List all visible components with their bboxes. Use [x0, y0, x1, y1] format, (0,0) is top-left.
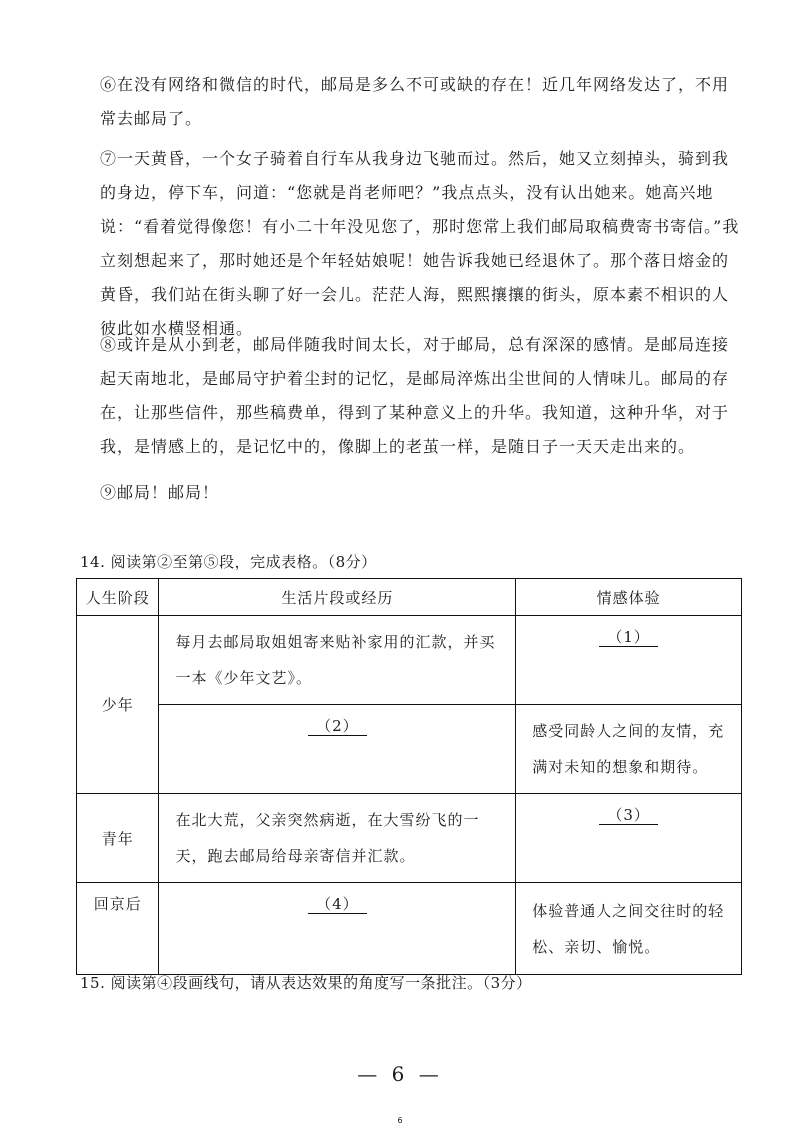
answer-blank[interactable] [516, 794, 741, 832]
blank-label: （2） [308, 717, 367, 736]
event-cell [159, 616, 516, 705]
answer-blank[interactable] [159, 883, 515, 921]
feeling-text: 感受同龄人之间的友情，充满对未知的想象和期待。 [532, 722, 725, 776]
event-cell [159, 883, 516, 975]
paragraph-7: ⑦一天黄昏，一个女子骑着自行车从我身边飞驰而过。然后，她又立刻掉头，骑到我的身边，停下车，问道：“您就是肖老师吧？”我点点头，没有认出她来。她高兴地说：“看着觉得像您！有小二十年没见您了，那时您常上我们邮局取稿费寄书寄信。”我立刻想起来了，那时她还是个年轻姑娘呢！她告诉我她已经退休了。那个落日熔金的黄昏，我们站在街头聊了好一会儿。茫茫人海，熙熙攘攘的街头，原本素不相识的人彼此如水横竖相通。 [100, 149, 740, 338]
feeling-cell [516, 794, 742, 883]
table-header-row [77, 579, 742, 616]
question-14-prompt: 14. 阅读第②至第⑤段，完成表格。（8分） [80, 553, 377, 571]
event-cell [159, 705, 516, 794]
question-15-prompt: 15. 阅读第④段画线句，请从表达效果的角度写一条批注。（3分） [80, 974, 532, 992]
answer-blank[interactable] [159, 705, 515, 743]
paragraph-9: ⑨邮局！邮局！ [100, 483, 220, 502]
event-text: 在北大荒，父亲突然病逝，在大雪纷飞的一天，跑去邮局给母亲寄信并汇款。 [175, 811, 480, 865]
stage-cell: 少年 [77, 616, 159, 794]
table-row [77, 883, 742, 975]
page-number: — 6 — [357, 1062, 443, 1086]
paragraph-8: ⑧或许是从小到老，邮局伴随我时间太长，对于邮局，总有深深的感情。是邮局连接起天南地北，是邮局守护着尘封的记忆，是邮局淬炼出尘世间的人情味儿。邮局的存在，让那些信件，那些稿费单，得到了某种意义上的升华。我知道，这种升华，对于我，是情感上的，是记忆中的，像脚上的老茧一样，是随日子一天天走出来的。 [100, 335, 730, 456]
blank-label: （4） [308, 895, 367, 914]
event-text: 每月去邮局取姐姐寄来贴补家用的汇款，并买一本《少年文艺》。 [175, 633, 496, 687]
feeling-text: 体验普通人之间交往时的轻松、亲切、愉悦。 [532, 901, 725, 956]
stage-cell: 青年 [77, 794, 159, 883]
event-cell [159, 794, 516, 883]
table-row [77, 616, 742, 705]
stage-cell: 回京后 [77, 883, 159, 975]
feeling-cell [516, 616, 742, 705]
footer-page-number: 6 [397, 1116, 403, 1125]
table-header-feeling: 情感体验 [516, 579, 742, 616]
table-row [77, 705, 742, 794]
question-14-table [76, 578, 742, 975]
paragraph-6: ⑥在没有网络和微信的时代，邮局是多么不可或缺的存在！近几年网络发达了，不用常去邮局了。 [100, 75, 730, 128]
table-row [77, 794, 742, 883]
table-header-stage: 人生阶段 [77, 579, 159, 616]
feeling-cell [516, 705, 742, 794]
blank-label: （3） [599, 806, 658, 825]
answer-blank[interactable] [516, 616, 741, 654]
feeling-cell [516, 883, 742, 975]
blank-label: （1） [599, 628, 658, 647]
table-header-event: 生活片段或经历 [159, 579, 516, 616]
